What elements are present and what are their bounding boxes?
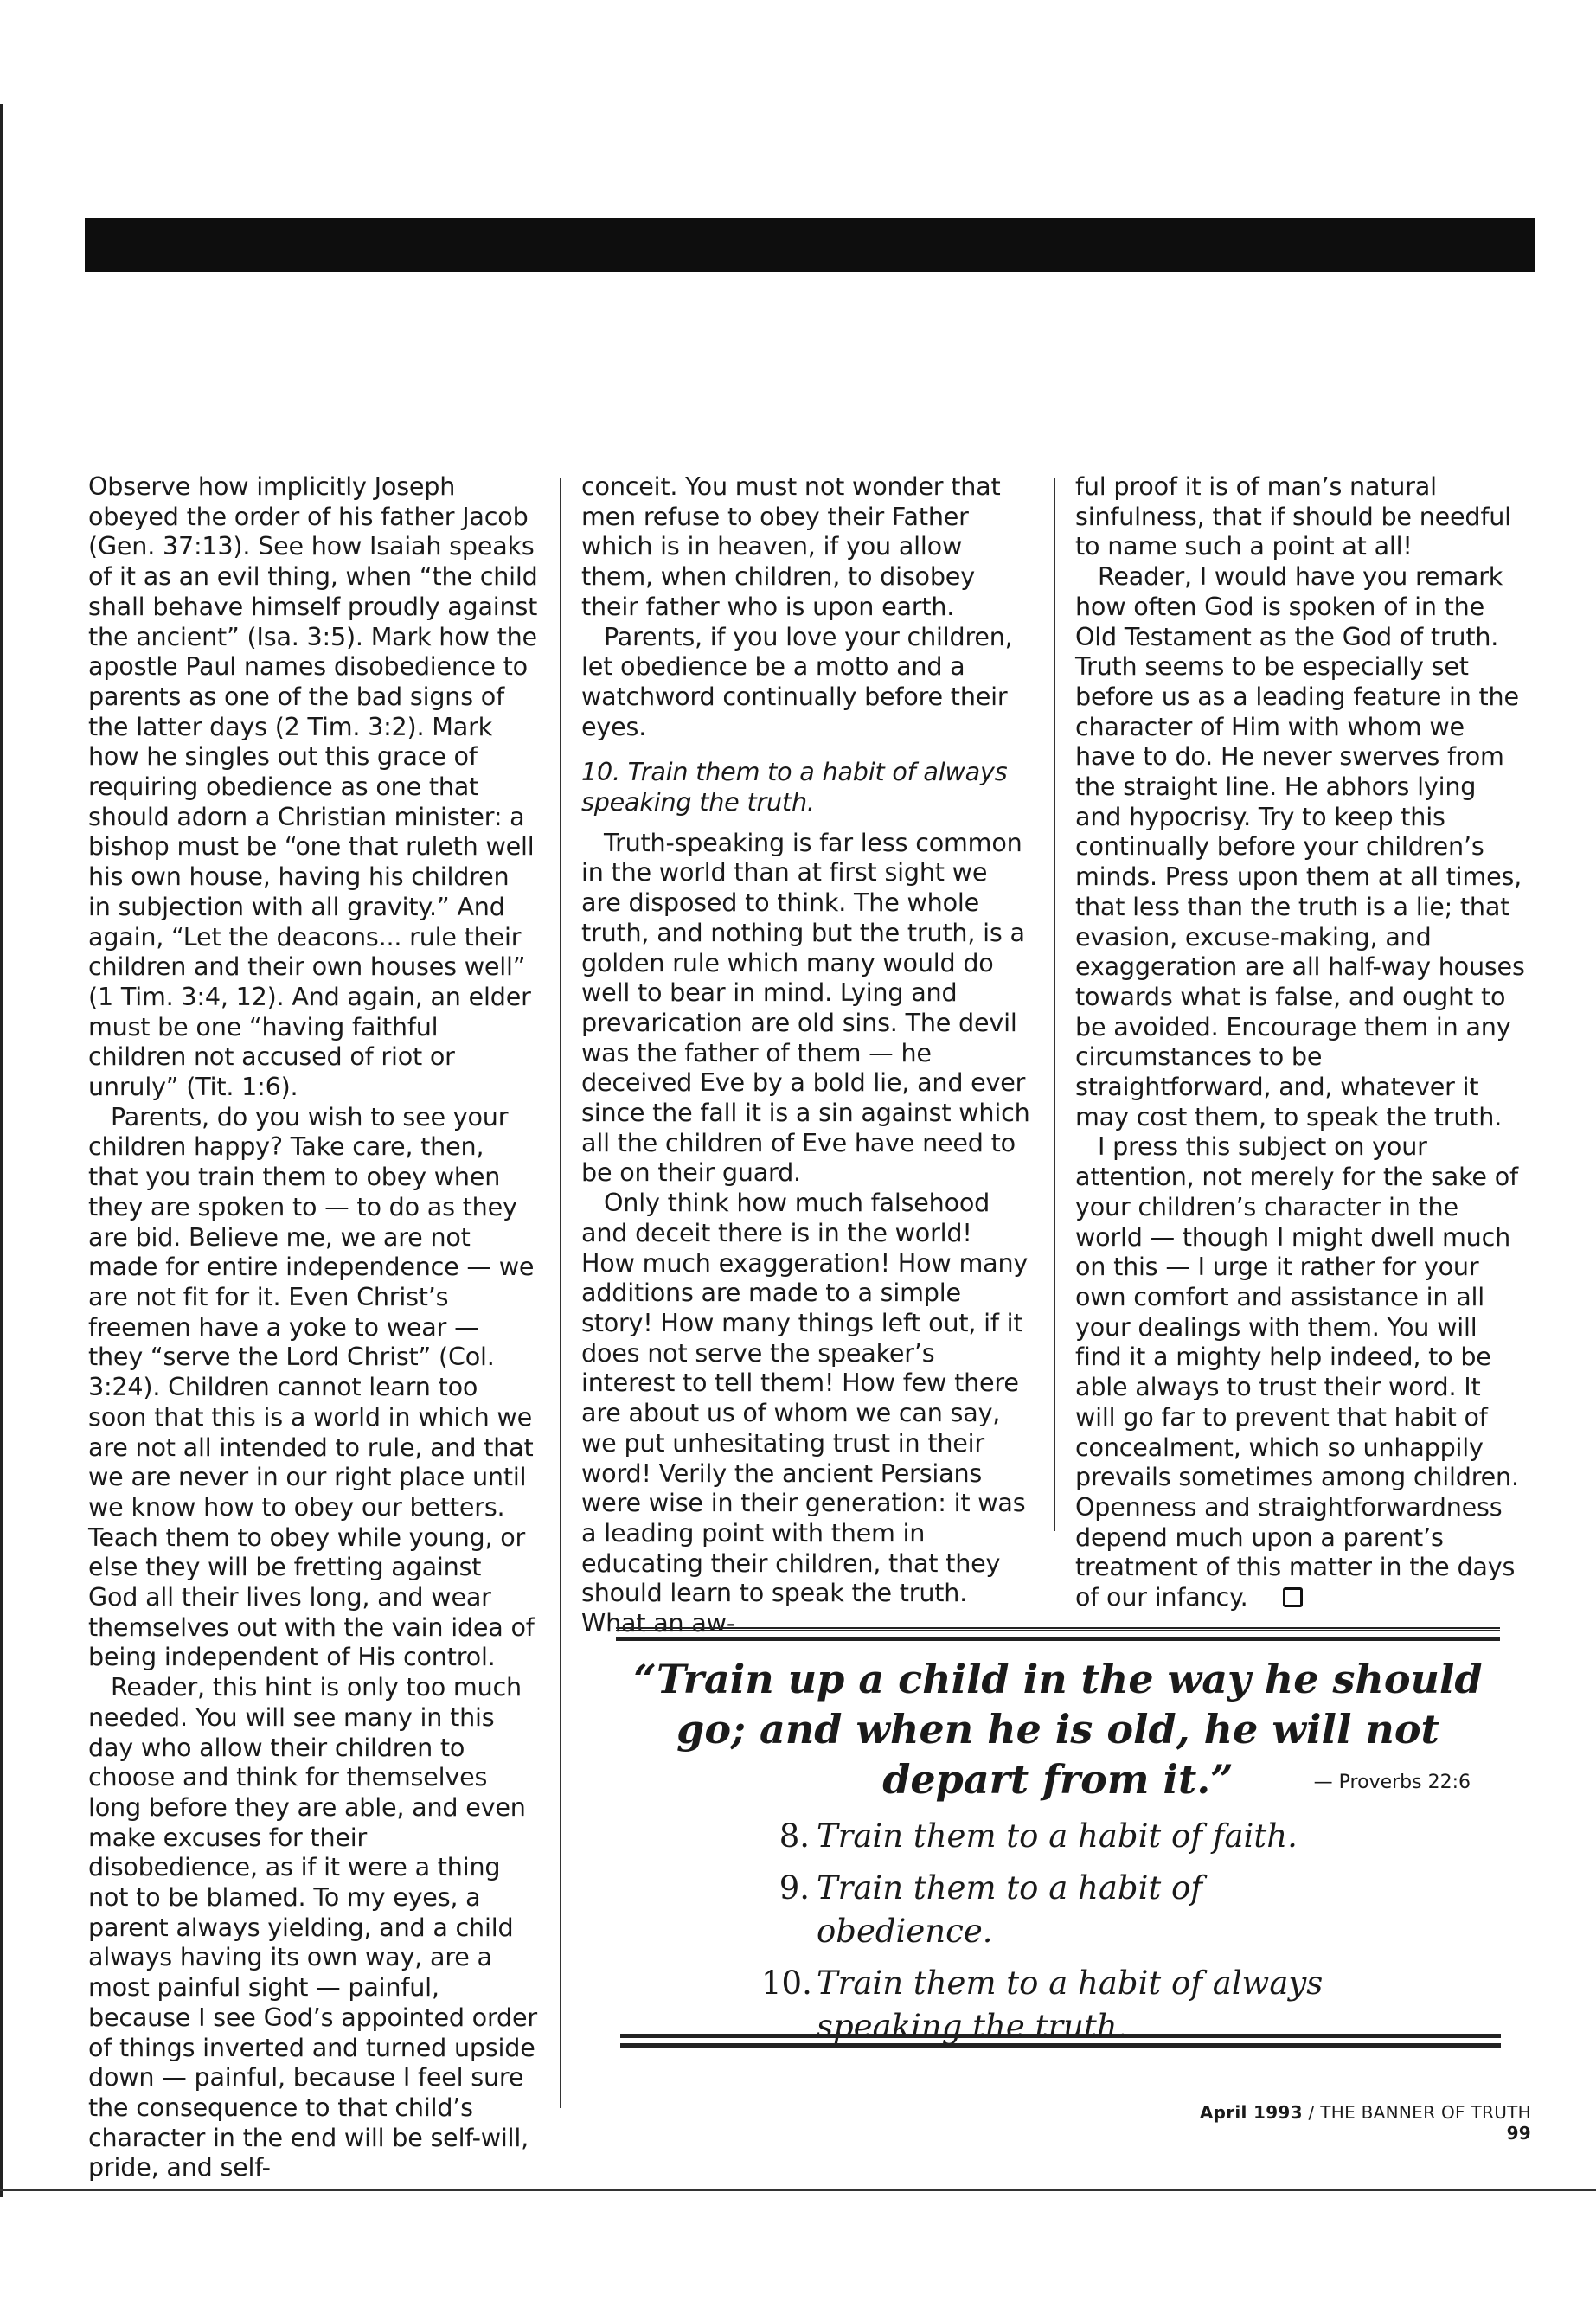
page-footer xyxy=(1185,2102,1531,2144)
list-item xyxy=(761,1867,1384,1953)
paragraph: Reader, this hint is only too much needed. You will see many in this day who allow their children to choose and think for themselves long before they are able, and even make excuses for their disobedience, as if it were a thing not to be blamed. To my eyes, a parent always yielding, and a child always having its own way, are a most painful sight — painful, because I see God’s appointed order of things inverted and turned upside down — painful, because I feel sure the consequence to that child’s character in the end will be self-will, pride, and self- xyxy=(88,1672,537,2182)
column-divider xyxy=(560,478,561,2108)
article-column-1 xyxy=(88,471,538,2182)
column-divider xyxy=(1054,478,1055,1531)
paragraph: Observe how implicitly Joseph obeyed the order of his father Jacob (Gen. 37:13). See how Isaiah speaks of it as an evil thing, when “the child shall behave himself proudly against the ancient” (Isa. 3:5). Mark how the apostle Paul names disobedience to parents as one of the bad signs of the latter days (2 Tim. 3:2). Mark how he singles out this grace of requiring obedience as one that should adorn a Christian minister: a bishop must be “one that ruleth well his own house, having his children in subjection with all gravity.” And again, “Let the deacons... rule their children and their own houses well” (1 Tim. 3:4, 12). And again, an elder must be one “having faithful children not accused of riot or unruly” (Tit. 1:6). xyxy=(88,471,538,1102)
header-bar xyxy=(85,218,1535,272)
page-edge-left xyxy=(0,104,3,2197)
paragraph: Parents, do you wish to see your children happy? Take care, then, that you train them to obey when they are spoken to — to do as they are bid. Believe me, we are not made for entire independence — we are not fit for it. Even Christ’s freemen have a yoke to wear — they “serve the Lord Christ” (Col. 3:24). Children cannot learn too soon that this is a world in which we are not all intended to rule, and that we are never in our right place until we know how to obey our betters. Teach them to obey while young, or else they will be fretting against God all their lives long, and wear themselves out with the vain idea of being independent of His control. xyxy=(88,1101,535,1672)
list-item-text: Train them to a habit of always speaking the truth. xyxy=(817,1965,1324,2045)
page-edge-bottom xyxy=(0,2189,1596,2191)
section-heading: 10. Train them to a habit of always speaking the truth. xyxy=(581,757,1008,817)
list-item-number: 8. xyxy=(779,1817,810,1855)
habit-list xyxy=(761,1815,1384,2057)
list-item-number: 9. xyxy=(779,1869,810,1907)
paragraph: Reader, I would have you remark how often God is spoken of in the Old Testament as the God of truth. Truth seems to be especially set before us as a leading feature in the character of Him with whom we have to do. He never swerves from the straight line. He abhors lying and hypocrisy. Try to keep this continually before your children’s minds. Press upon them at all times, that less than the truth is a lie; that evasion, excuse-making, and exaggeration are all half-way houses towards what is false, and ought to be avoided. Encourage them in any circumstances to be straightforward, and, whatever it may cost them, to speak the truth. xyxy=(1075,561,1525,1131)
paragraph: Only think how much falsehood and deceit there is in the world! How much exaggeration! How many additions are made to a simple story! How many things left out, if it does not serve the speaker’s interest to tell them! How few there are about us of whom we can say, we put unhesitating trust in their word! Verily the ancient Persians were wise in their generation: it was a leading point with them in educating their children, that they should learn to speak the truth. What an aw- xyxy=(581,1188,1029,1638)
paragraph: conceit. You must not wonder that men refuse to obey their Father which is in heaven, if you allow them, when children, to disobey their father who is upon earth. xyxy=(581,471,1001,621)
end-of-article-icon xyxy=(1283,1587,1303,1607)
list-item-number: 10. xyxy=(761,1965,812,2002)
issue-date: April 1993 xyxy=(1199,2102,1303,2123)
paragraph-text: I press this subject on your attention, not merely for the sake of your children’s character in the world — though I might dwell much on this — I urge it rather for your own comfort and assistance in all your dealings with them. You will find it a mighty help indeed, to be able always to trust their word. It will go far to prevent that habit of concealment, which so unhappily prevails sometimes among children. Openness and straightforwardness depend much upon a parent’s treatment of this matter in the days of our infancy. xyxy=(1075,1131,1519,1612)
paragraph xyxy=(1075,1131,1525,1612)
publication-name: / THE BANNER OF TRUTH xyxy=(1308,2102,1531,2123)
callout-rule-top xyxy=(616,1627,1500,1641)
paragraph: ful proof it is of man’s natural sinfulness, that if should be needful to name such a point at all! xyxy=(1075,471,1511,561)
list-item xyxy=(761,1815,1384,1858)
paragraph: Truth-speaking is far less common in the world than at first sight we are disposed to think. The whole truth, and nothing but the truth, is a golden rule which many would do well to bear in mind. Lying and prevarication are old sins. The devil was the father of them — he deceived Eve by a bold lie, and ever since the fall it is a sin against which all the children of Eve have need to be on their guard. xyxy=(581,827,1030,1188)
article-column-2 xyxy=(581,471,1031,1638)
article-column-3 xyxy=(1075,471,1525,1612)
pull-quote: “Train up a child in the way he should go; and when he is old, he will not depart from it.” xyxy=(633,1656,1483,1803)
callout-rule-bottom xyxy=(620,2034,1501,2048)
page-number: 99 xyxy=(1506,2123,1531,2144)
quote-attribution: — Proverbs 22:6 xyxy=(1313,1772,1471,1793)
list-item-text: Train them to a habit of obedience. xyxy=(817,1869,1203,1950)
list-item-text: Train them to a habit of faith. xyxy=(817,1817,1298,1855)
paragraph: Parents, if you love your children, let obedience be a motto and a watchword continually before their eyes. xyxy=(581,621,1013,741)
